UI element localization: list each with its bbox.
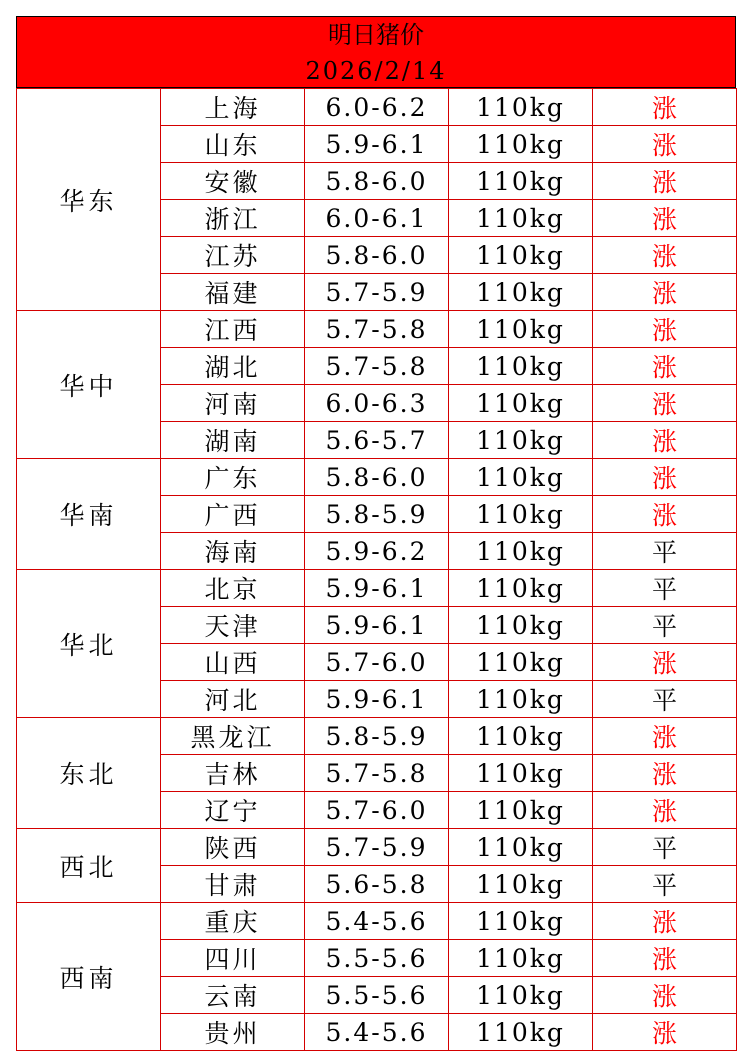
table-row: [17, 718, 737, 755]
price-range-cell: 5.6-5.7: [305, 422, 449, 459]
trend-cell: 涨: [593, 459, 737, 496]
province-cell: 广东: [161, 459, 305, 496]
price-range-cell: 6.0-6.3: [305, 385, 449, 422]
province-cell: 江西: [161, 311, 305, 348]
trend-cell: 涨: [593, 718, 737, 755]
price-range-cell: 5.9-6.1: [305, 126, 449, 163]
province-cell: 甘肃: [161, 866, 305, 903]
trend-cell: 涨: [593, 940, 737, 977]
region-cell: 东北: [17, 718, 161, 829]
price-range-cell: 6.0-6.1: [305, 200, 449, 237]
region-cell: 华南: [17, 459, 161, 570]
price-range-cell: 6.0-6.2: [305, 89, 449, 126]
province-cell: 辽宁: [161, 792, 305, 829]
price-range-cell: 5.4-5.6: [305, 903, 449, 940]
header-banner: [16, 16, 736, 88]
trend-cell: 涨: [593, 237, 737, 274]
price-range-cell: 5.9-6.1: [305, 681, 449, 718]
region-cell: 华东: [17, 89, 161, 311]
weight-cell: 110kg: [449, 607, 593, 644]
trend-cell: 平: [593, 866, 737, 903]
weight-cell: 110kg: [449, 163, 593, 200]
trend-cell: 涨: [593, 496, 737, 533]
weight-cell: 110kg: [449, 496, 593, 533]
province-cell: 天津: [161, 607, 305, 644]
province-cell: 吉林: [161, 755, 305, 792]
trend-cell: 涨: [593, 126, 737, 163]
price-range-cell: 5.7-5.8: [305, 755, 449, 792]
trend-cell: 平: [593, 607, 737, 644]
table-row: [17, 903, 737, 940]
province-cell: 河北: [161, 681, 305, 718]
weight-cell: 110kg: [449, 348, 593, 385]
trend-cell: 涨: [593, 348, 737, 385]
weight-cell: 110kg: [449, 459, 593, 496]
province-cell: 浙江: [161, 200, 305, 237]
trend-cell: 涨: [593, 385, 737, 422]
price-range-cell: 5.8-5.9: [305, 496, 449, 533]
weight-cell: 110kg: [449, 570, 593, 607]
price-table: [16, 88, 737, 1051]
province-cell: 四川: [161, 940, 305, 977]
trend-cell: 涨: [593, 163, 737, 200]
trend-cell: 平: [593, 570, 737, 607]
weight-cell: 110kg: [449, 718, 593, 755]
weight-cell: 110kg: [449, 126, 593, 163]
price-table-body: [17, 89, 737, 1051]
pig-price-sheet: [16, 16, 736, 1048]
trend-cell: 平: [593, 681, 737, 718]
trend-cell: 涨: [593, 422, 737, 459]
province-cell: 贵州: [161, 1014, 305, 1051]
weight-cell: 110kg: [449, 866, 593, 903]
trend-cell: 涨: [593, 311, 737, 348]
weight-cell: 110kg: [449, 237, 593, 274]
table-row: [17, 89, 737, 126]
price-range-cell: 5.5-5.6: [305, 977, 449, 1014]
price-range-cell: 5.9-6.1: [305, 570, 449, 607]
region-cell: 西北: [17, 829, 161, 903]
trend-cell: 涨: [593, 755, 737, 792]
province-cell: 福建: [161, 274, 305, 311]
province-cell: 陕西: [161, 829, 305, 866]
table-row: [17, 459, 737, 496]
price-range-cell: 5.7-5.8: [305, 348, 449, 385]
trend-cell: 涨: [593, 274, 737, 311]
province-cell: 海南: [161, 533, 305, 570]
province-cell: 河南: [161, 385, 305, 422]
trend-cell: 平: [593, 533, 737, 570]
weight-cell: 110kg: [449, 977, 593, 1014]
weight-cell: 110kg: [449, 422, 593, 459]
price-range-cell: 5.8-5.9: [305, 718, 449, 755]
trend-cell: 涨: [593, 200, 737, 237]
trend-cell: 涨: [593, 792, 737, 829]
weight-cell: 110kg: [449, 681, 593, 718]
weight-cell: 110kg: [449, 903, 593, 940]
page-title: 明日猪价: [328, 21, 424, 49]
province-cell: 广西: [161, 496, 305, 533]
price-range-cell: 5.8-6.0: [305, 237, 449, 274]
weight-cell: 110kg: [449, 792, 593, 829]
weight-cell: 110kg: [449, 311, 593, 348]
trend-cell: 涨: [593, 644, 737, 681]
weight-cell: 110kg: [449, 644, 593, 681]
trend-cell: 涨: [593, 1014, 737, 1051]
table-row: [17, 311, 737, 348]
weight-cell: 110kg: [449, 1014, 593, 1051]
region-cell: 西南: [17, 903, 161, 1051]
province-cell: 山东: [161, 126, 305, 163]
price-range-cell: 5.7-5.8: [305, 311, 449, 348]
region-cell: 华中: [17, 311, 161, 459]
trend-cell: 涨: [593, 89, 737, 126]
price-range-cell: 5.5-5.6: [305, 940, 449, 977]
province-cell: 湖南: [161, 422, 305, 459]
province-cell: 湖北: [161, 348, 305, 385]
table-row: [17, 570, 737, 607]
weight-cell: 110kg: [449, 755, 593, 792]
province-cell: 山西: [161, 644, 305, 681]
price-range-cell: 5.7-6.0: [305, 644, 449, 681]
trend-cell: 涨: [593, 977, 737, 1014]
weight-cell: 110kg: [449, 385, 593, 422]
province-cell: 云南: [161, 977, 305, 1014]
price-range-cell: 5.9-6.2: [305, 533, 449, 570]
price-range-cell: 5.4-5.6: [305, 1014, 449, 1051]
province-cell: 上海: [161, 89, 305, 126]
weight-cell: 110kg: [449, 200, 593, 237]
price-range-cell: 5.8-6.0: [305, 459, 449, 496]
province-cell: 安徽: [161, 163, 305, 200]
region-cell: 华北: [17, 570, 161, 718]
weight-cell: 110kg: [449, 533, 593, 570]
trend-cell: 涨: [593, 903, 737, 940]
price-range-cell: 5.7-6.0: [305, 792, 449, 829]
price-range-cell: 5.8-6.0: [305, 163, 449, 200]
price-range-cell: 5.6-5.8: [305, 866, 449, 903]
trend-cell: 平: [593, 829, 737, 866]
price-range-cell: 5.7-5.9: [305, 274, 449, 311]
weight-cell: 110kg: [449, 940, 593, 977]
price-range-cell: 5.7-5.9: [305, 829, 449, 866]
weight-cell: 110kg: [449, 274, 593, 311]
province-cell: 黑龙江: [161, 718, 305, 755]
province-cell: 北京: [161, 570, 305, 607]
table-row: [17, 829, 737, 866]
weight-cell: 110kg: [449, 89, 593, 126]
price-range-cell: 5.9-6.1: [305, 607, 449, 644]
province-cell: 江苏: [161, 237, 305, 274]
province-cell: 重庆: [161, 903, 305, 940]
date-label: 2026/2/14: [305, 57, 447, 85]
weight-cell: 110kg: [449, 829, 593, 866]
